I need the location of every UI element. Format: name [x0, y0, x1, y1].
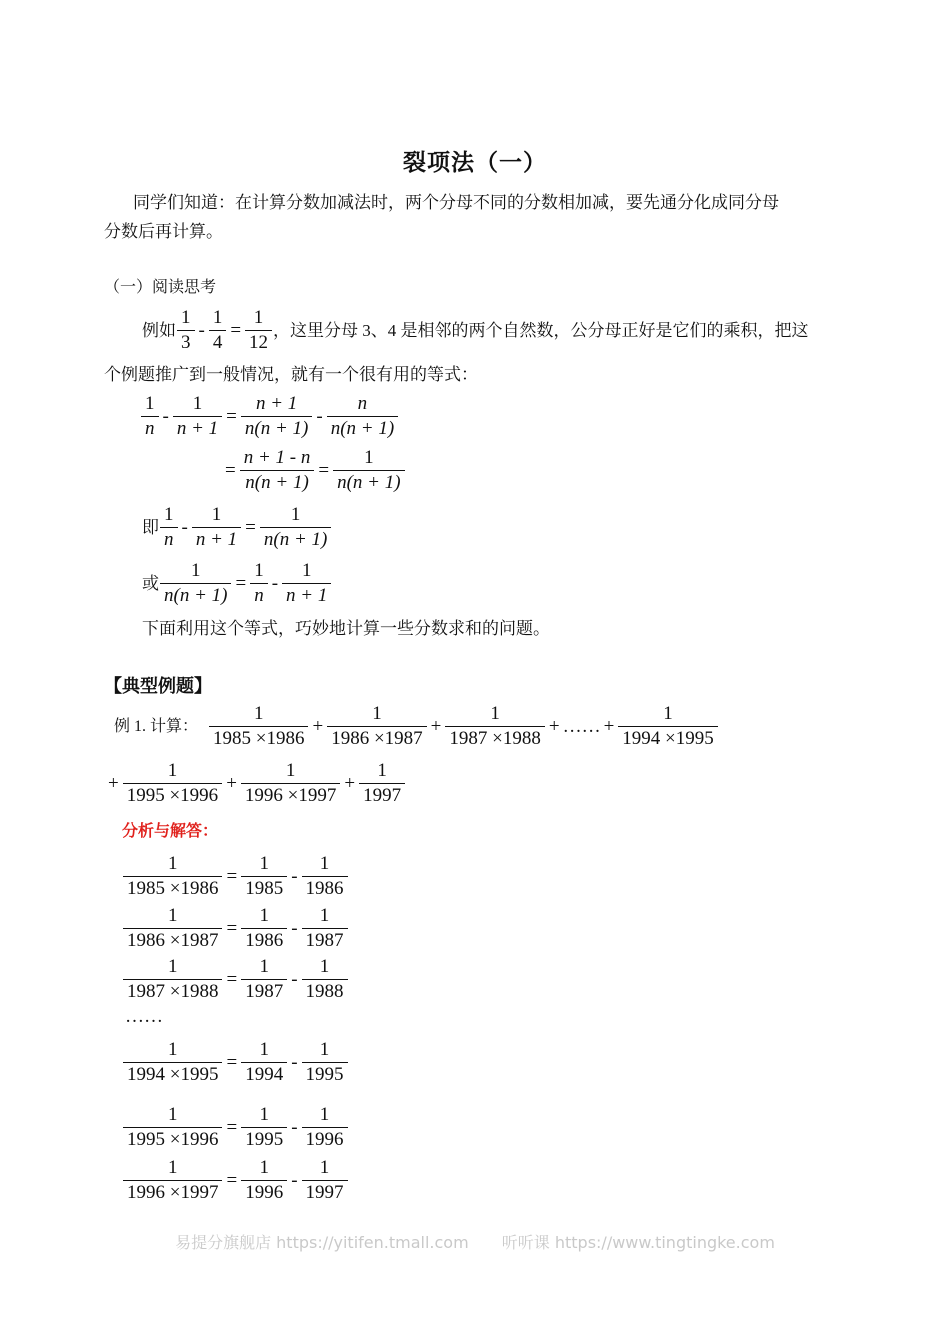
decomp-ellipsis: …… — [125, 1006, 163, 1027]
intro-line-1: 同学们知道：在计算分数加减法时，两个分母不同的分数相加减，要先通分化成同分母 — [133, 193, 779, 213]
identity-line-2: = $\frac{n + 1 - n}{n(n + 1)}$ = $\frac{1}{n(n + 1)}$ — [222, 446, 406, 495]
decomp-1987: $\frac{1}{1987 \times 1988}$ = $\frac{1}{1987}$ - $\frac{1}{1988}$ — [122, 955, 349, 1004]
decomp-1994: $\frac{1}{1994 \times 1995}$ = $\frac{1}{1994}$ - $\frac{1}{1995}$ — [122, 1038, 349, 1087]
footer-right-link[interactable]: 听听课 https://www.tingtingke.com — [501, 1233, 775, 1252]
example-line: 例如 $\frac{1}{3}$ - $\frac{1}{4}$ = $\frac{1}{12}$ ，这里分母 3、4 是相邻的两个自然数，公分母正好是它们的乘积，把这 — [142, 307, 809, 353]
footer-left-link[interactable]: 易提分旗舰店 https://yitifen.tmall.com — [175, 1233, 469, 1252]
example-text: ，这里分母 3、4 是相邻的两个自然数，公分母正好是它们的乘积，把这 — [273, 320, 809, 340]
fraction-1-3: $\frac{1}{3}$ — [177, 306, 195, 355]
decomp-1996: $\frac{1}{1996 \times 1997}$ = $\frac{1}{1996}$ - $\frac{1}{1997}$ — [122, 1156, 349, 1205]
fraction-1-4: $\frac{1}{4}$ — [209, 306, 227, 355]
intro-line-2: 分数后再计算。 — [104, 222, 223, 242]
typical-examples-heading: 【典型例题】 — [104, 676, 212, 697]
analysis-heading: 分析与解答： — [122, 821, 219, 840]
decomp-1985: $\frac{1}{1985 \times 1986}$ = $\frac{1}{1985}$ - $\frac{1}{1986}$ — [122, 852, 349, 901]
footer-watermark — [0, 1230, 950, 1253]
example-1-line-2: + $\frac{1}{1995 \times 1996}$ + $\frac{1}{1996 \times 1997}$ + $\frac{1}{1997}$ — [105, 759, 406, 808]
section-reading-heading: （一）阅读思考 — [104, 277, 217, 296]
identity-line-1: $\frac{1}{n}$ - $\frac{1}{n + 1}$ = $\frac{n + 1}{n(n + 1)}$ - $\frac{n}{n(n + 1)}$ — [140, 392, 399, 441]
decomp-1986: $\frac{1}{1986 \times 1987}$ = $\frac{1}{1986}$ - $\frac{1}{1987}$ — [122, 904, 349, 953]
page-title: 裂项法（一） — [403, 150, 547, 176]
identity-huo: 或 $\frac{1}{n(n + 1)}$ = $\frac{1}{n}$ - $\frac{1}{n + 1}$ — [142, 559, 332, 608]
example-prefix: 例如 — [142, 320, 176, 340]
example-1-line-1: 例 1. 计算： $\frac{1}{1985 \times 1986}$ + $\frac{1}{1986 \times 1987}$ + $\frac{1}{1987 \times 1988}$ + …… + $\frac{1}{1994 \times 1995}$ — [114, 702, 719, 751]
fraction-1-12: $\frac{1}{12}$ — [245, 306, 272, 355]
decomp-1995: $\frac{1}{1995 \times 1996}$ = $\frac{1}{1995}$ - $\frac{1}{1996}$ — [122, 1103, 349, 1152]
example-1-label: 例 1. 计算： — [114, 717, 199, 735]
general-line: 个例题推广到一般情况，就有一个很有用的等式： — [104, 365, 478, 385]
identity-ji: 即 $\frac{1}{n}$ - $\frac{1}{n + 1}$ = $\frac{1}{n(n + 1)}$ — [142, 503, 332, 552]
closing-line: 下面利用这个等式，巧妙地计算一些分数求和的问题。 — [142, 619, 550, 639]
